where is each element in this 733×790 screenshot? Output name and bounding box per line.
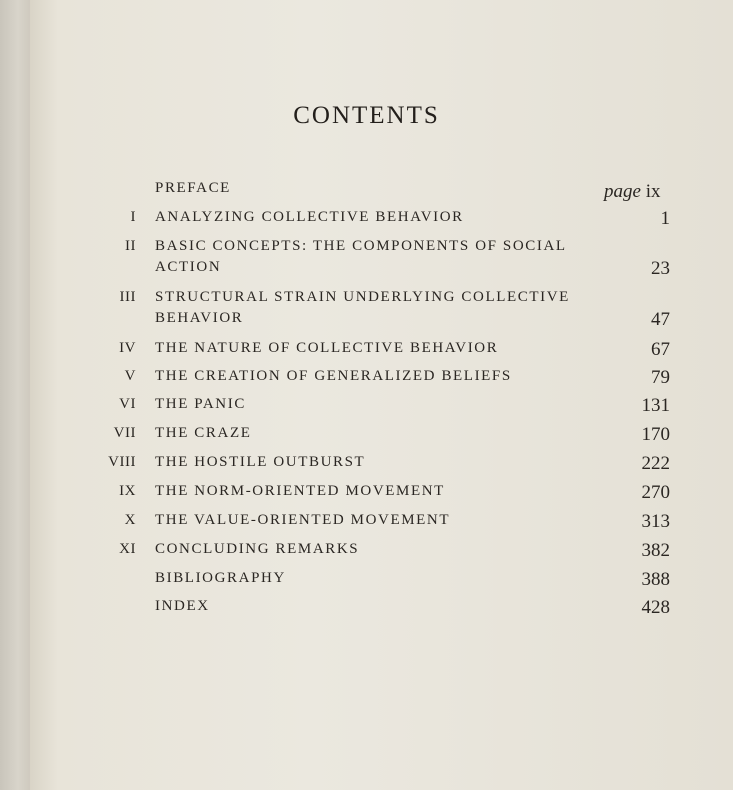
chapter-title: THE PANIC	[155, 396, 246, 412]
page-label: page	[604, 181, 641, 202]
page-column-header	[604, 181, 660, 203]
chapter-number: VIII	[108, 454, 136, 470]
chapter-title: THE CREATION OF GENERALIZED BELIEFS	[155, 368, 512, 384]
chapter-title: BASIC CONCEPTS: THE COMPONENTS OF SOCIAL	[155, 238, 567, 254]
chapter-number: V	[124, 368, 136, 384]
chapter-number: IX	[119, 483, 136, 499]
chapter-number: X	[124, 512, 136, 528]
page-number: 47	[651, 309, 670, 330]
page-title: CONTENTS	[293, 102, 440, 129]
chapter-title: INDEX	[155, 598, 210, 614]
chapter-number: I	[130, 209, 136, 225]
chapter-title: STRUCTURAL STRAIN UNDERLYING COLLECTIVE	[155, 289, 570, 305]
chapter-title: THE CRAZE	[155, 425, 252, 441]
page-number: 170	[641, 424, 670, 445]
page-number: 1	[660, 208, 670, 229]
page-number: 131	[641, 395, 670, 416]
chapter-title: THE HOSTILE OUTBURST	[155, 454, 366, 470]
chapter-title: THE VALUE-ORIENTED MOVEMENT	[155, 512, 451, 528]
page-number: 428	[641, 597, 670, 618]
chapter-number: VII	[113, 425, 136, 441]
page-number: 67	[651, 339, 670, 360]
chapter-number: III	[119, 289, 136, 305]
chapter-title: ACTION	[155, 259, 222, 275]
page-number: 382	[641, 540, 670, 561]
page-number: 313	[641, 511, 670, 532]
chapter-title: THE NORM-ORIENTED MOVEMENT	[155, 483, 445, 499]
chapter-number: II	[125, 238, 136, 254]
chapter-title: THE NATURE OF COLLECTIVE BEHAVIOR	[155, 340, 499, 356]
chapter-title: BIBLIOGRAPHY	[155, 570, 286, 586]
chapter-title: CONCLUDING REMARKS	[155, 541, 360, 557]
chapter-title: ANALYZING COLLECTIVE BEHAVIOR	[155, 209, 464, 225]
page-number: 23	[651, 258, 670, 279]
chapter-title: PREFACE	[155, 180, 231, 196]
page-number: 79	[651, 367, 670, 388]
page-number: 388	[641, 569, 670, 590]
preface-page-number: ix	[645, 181, 661, 202]
chapter-number: VI	[119, 396, 136, 412]
chapter-title: BEHAVIOR	[155, 310, 244, 326]
page-number: 222	[641, 453, 670, 474]
chapter-number: XI	[119, 541, 136, 557]
page-number: 270	[641, 482, 670, 503]
chapter-number: IV	[119, 340, 136, 356]
